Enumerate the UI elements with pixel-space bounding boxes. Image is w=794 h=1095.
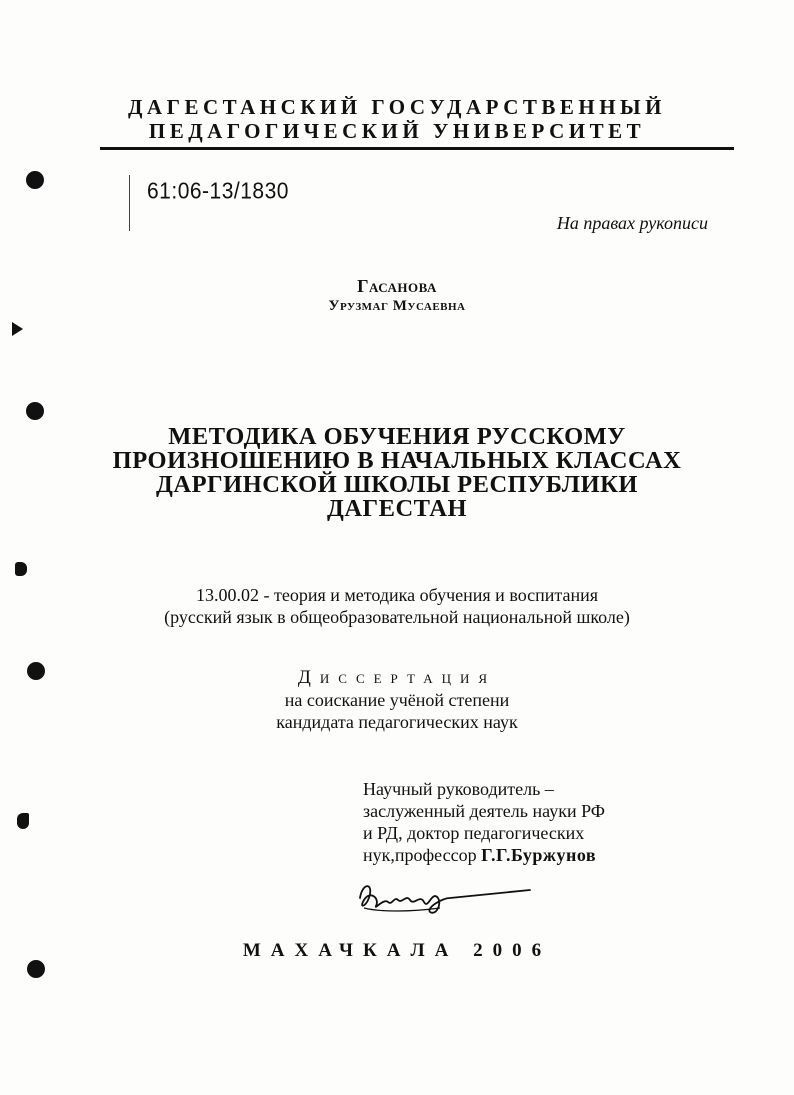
binder-hole-1 (26, 171, 44, 189)
university-name-line2: ПЕДАГОГИЧЕСКИЙ УНИВЕРСИТЕТ (148, 119, 646, 143)
advisor-block (363, 778, 605, 866)
advisor-line3: и РД, доктор педагогических (363, 823, 585, 843)
specialty-line2: (русский язык в общеобразовательной национальной школе) (164, 607, 630, 627)
binder-mark-1 (12, 322, 23, 336)
dissertation-block (0, 667, 794, 733)
binder-hole-2 (26, 402, 44, 420)
binder-mark-3 (17, 813, 29, 829)
university-name-line1: ДАГЕСТАНСКИЙ ГОСУДАРСТВЕННЫЙ (127, 95, 667, 119)
header-rule (100, 147, 734, 150)
advisor-line4 (363, 844, 605, 866)
signature (350, 868, 540, 928)
advisor-title: нук,профессор (363, 845, 482, 865)
author-given-names: Урузмаг Мусаевна (328, 298, 466, 314)
dissertation-heading: Диссертация (297, 667, 497, 688)
thesis-title-line1: МЕТОДИКА ОБУЧЕНИЯ РУССКОМУ (168, 423, 626, 450)
advisor-line1: Научный руководитель – (363, 779, 554, 799)
rights-note: На правах рукописи (556, 213, 708, 233)
stamp-margin-line (129, 175, 130, 231)
advisor-line2: заслуженный деятель науки РФ (363, 801, 605, 821)
binder-mark-2 (15, 562, 27, 576)
specialty-line1: 13.00.02 - теория и методика обучения и воспитания (195, 585, 599, 605)
binder-hole-4 (27, 960, 45, 978)
thesis-title-line3: ДАРГИНСКОЙ ШКОЛЫ РЕСПУБЛИКИ (156, 471, 638, 498)
advisor-name: Г.Г.Буржунов (481, 845, 597, 865)
dissertation-line2: кандидата педагогических наук (276, 712, 518, 732)
city-year: МАХАЧКАЛА 2006 (242, 940, 552, 961)
catalog-number: 61:06-13/1830 (147, 179, 289, 204)
thesis-title-line2: ПРОИЗНОШЕНИЮ В НАЧАЛЬНЫХ КЛАССАХ (112, 447, 682, 474)
author-surname: Гасанова (357, 276, 437, 296)
dissertation-line1: на соискание учёной степени (284, 690, 510, 710)
thesis-title-line4: ДАГЕСТАН (326, 495, 468, 522)
